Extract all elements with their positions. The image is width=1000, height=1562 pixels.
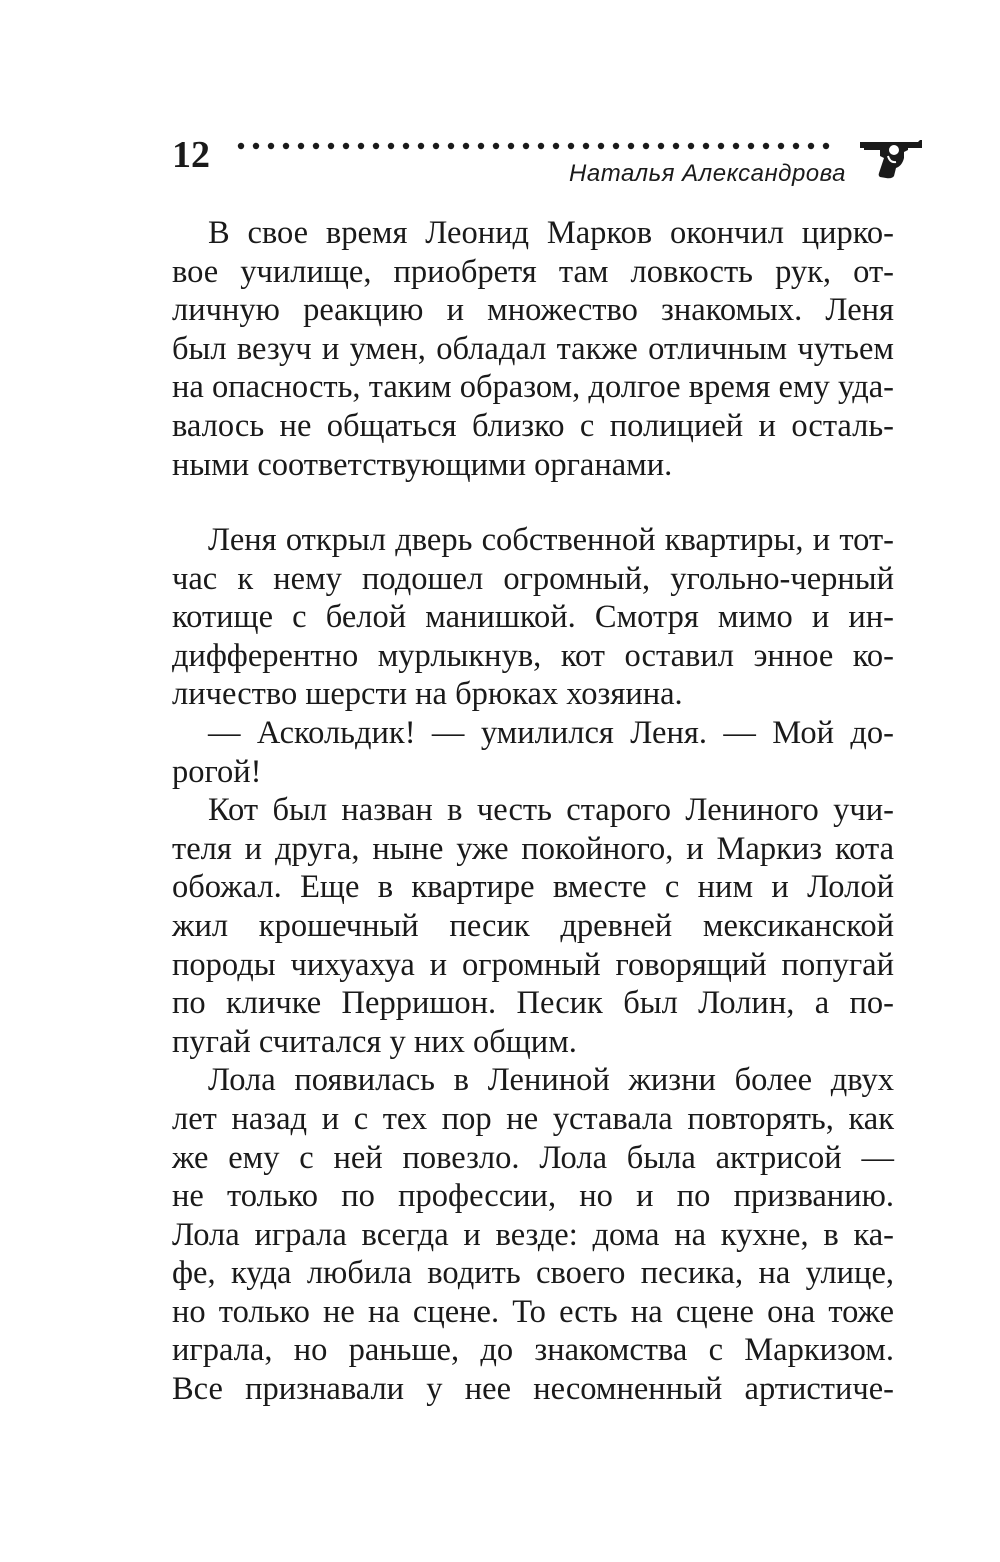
text-line: Кот был назван в честь старого Лениного учи- [208, 792, 894, 829]
paragraph [172, 791, 894, 1061]
leader-dot [568, 143, 574, 149]
author-name: Наталья Александрова [569, 160, 846, 187]
text-line: Все признавали у нее несомненный артистиче- [172, 1371, 894, 1408]
leader-dot [583, 143, 589, 149]
leader-dot [643, 143, 649, 149]
leader-dot [628, 143, 634, 149]
leader-dot [358, 143, 364, 149]
text-line: Леня открыл дверь собственной квартиры, и тот- [208, 522, 894, 558]
text-line: ными соответствующими органами. [172, 446, 673, 483]
revolver-icon [858, 136, 924, 180]
leader-dot [238, 143, 244, 149]
text-line: был везуч и умен, обладал также отличным чутьем [172, 330, 894, 367]
leader-dot [808, 143, 814, 149]
leader-dot [748, 143, 754, 149]
leader-dot [388, 143, 394, 149]
leader-dot [598, 143, 604, 149]
leader-dot [283, 143, 289, 149]
leader-dot [823, 143, 829, 149]
text-line: же ему с ней повезло. Лола была актрисой — [172, 1139, 894, 1176]
leader-dot [253, 143, 259, 149]
leader-dot [478, 143, 484, 149]
text-line: играла, но раньше, до знакомства с Маркизом. [172, 1332, 894, 1369]
text-line: вое училище, приобретя там ловкость рук, от- [172, 253, 894, 290]
header-dot-leader [236, 140, 836, 152]
leader-dot [793, 143, 799, 149]
leader-dot [778, 143, 784, 149]
leader-dot [403, 143, 409, 149]
leader-dot [268, 143, 274, 149]
text-line: В свое время Леонид Марков окончил цирко- [208, 215, 894, 251]
leader-dot [673, 143, 679, 149]
text-line: пугай считался у них общим. [172, 1023, 577, 1060]
page-number: 12 [172, 134, 210, 176]
leader-dot [418, 143, 424, 149]
leader-dot [553, 143, 559, 149]
text-line: жил крошечный песик древней мексиканской [172, 907, 894, 944]
text-line: но только не на сцене. То есть на сцене она тоже [172, 1293, 894, 1330]
text-line: обожал. Еще в квартире вместе с ним и Лолой [172, 869, 894, 906]
text-line: личество шерсти на брюках хозяина. [172, 676, 683, 713]
paragraph [172, 1061, 894, 1408]
text-line: Лола играла всегда и везде: дома на кухне, в ка- [172, 1216, 894, 1253]
leader-dot [763, 143, 769, 149]
leader-dot [343, 143, 349, 149]
text-line: — Аскольдик! — умилился Леня. — Мой до- [208, 714, 894, 751]
leader-dot [298, 143, 304, 149]
leader-dot [613, 143, 619, 149]
leader-dot [373, 143, 379, 149]
leader-dot [733, 143, 739, 149]
text-line: дифферентно мурлыкнув, кот оставил энное ко- [172, 637, 894, 674]
paragraph [172, 521, 894, 714]
text-line: Лола появилась в Лениной жизни более двух [208, 1062, 894, 1099]
text-block-2 [172, 521, 894, 1409]
text-line: на опасность, таким образом, долгое время ему уда- [172, 369, 894, 406]
paragraph [172, 214, 894, 484]
text-line: котище с белой манишкой. Смотря мимо и ин- [172, 599, 894, 636]
text-line: личную реакцию и множество знакомых. Леня [172, 292, 894, 329]
leader-dot [523, 143, 529, 149]
text-line: рогой! [172, 753, 262, 790]
text-line: час к нему подошел огромный, угольно-черный [172, 560, 894, 597]
text-line: теля и друга, ныне уже покойного, и Маркиз кота [172, 830, 894, 867]
leader-dot [658, 143, 664, 149]
leader-dot [538, 143, 544, 149]
text-line: породы чихуахуа и огромный говорящий попугай [172, 946, 894, 983]
paragraph [172, 714, 894, 791]
text-line: по кличке Перришон. Песик был Лолин, а по- [172, 985, 894, 1022]
text-line: валось не общаться близко с полицией и осталь- [172, 407, 894, 444]
text-line: лет назад и с тех пор не уставала повторять, как [172, 1100, 894, 1137]
leader-dot [433, 143, 439, 149]
text-block-1 [172, 214, 894, 484]
leader-dot [313, 143, 319, 149]
leader-dot [703, 143, 709, 149]
leader-dot [493, 143, 499, 149]
leader-dot [448, 143, 454, 149]
leader-dot [328, 143, 334, 149]
leader-dot [463, 143, 469, 149]
text-line: фе, куда любила водить своего песика, на улице, [172, 1255, 894, 1292]
leader-dot [718, 143, 724, 149]
text-line: не только по профессии, но и по призванию. [172, 1178, 894, 1215]
leader-dot [688, 143, 694, 149]
leader-dot [508, 143, 514, 149]
